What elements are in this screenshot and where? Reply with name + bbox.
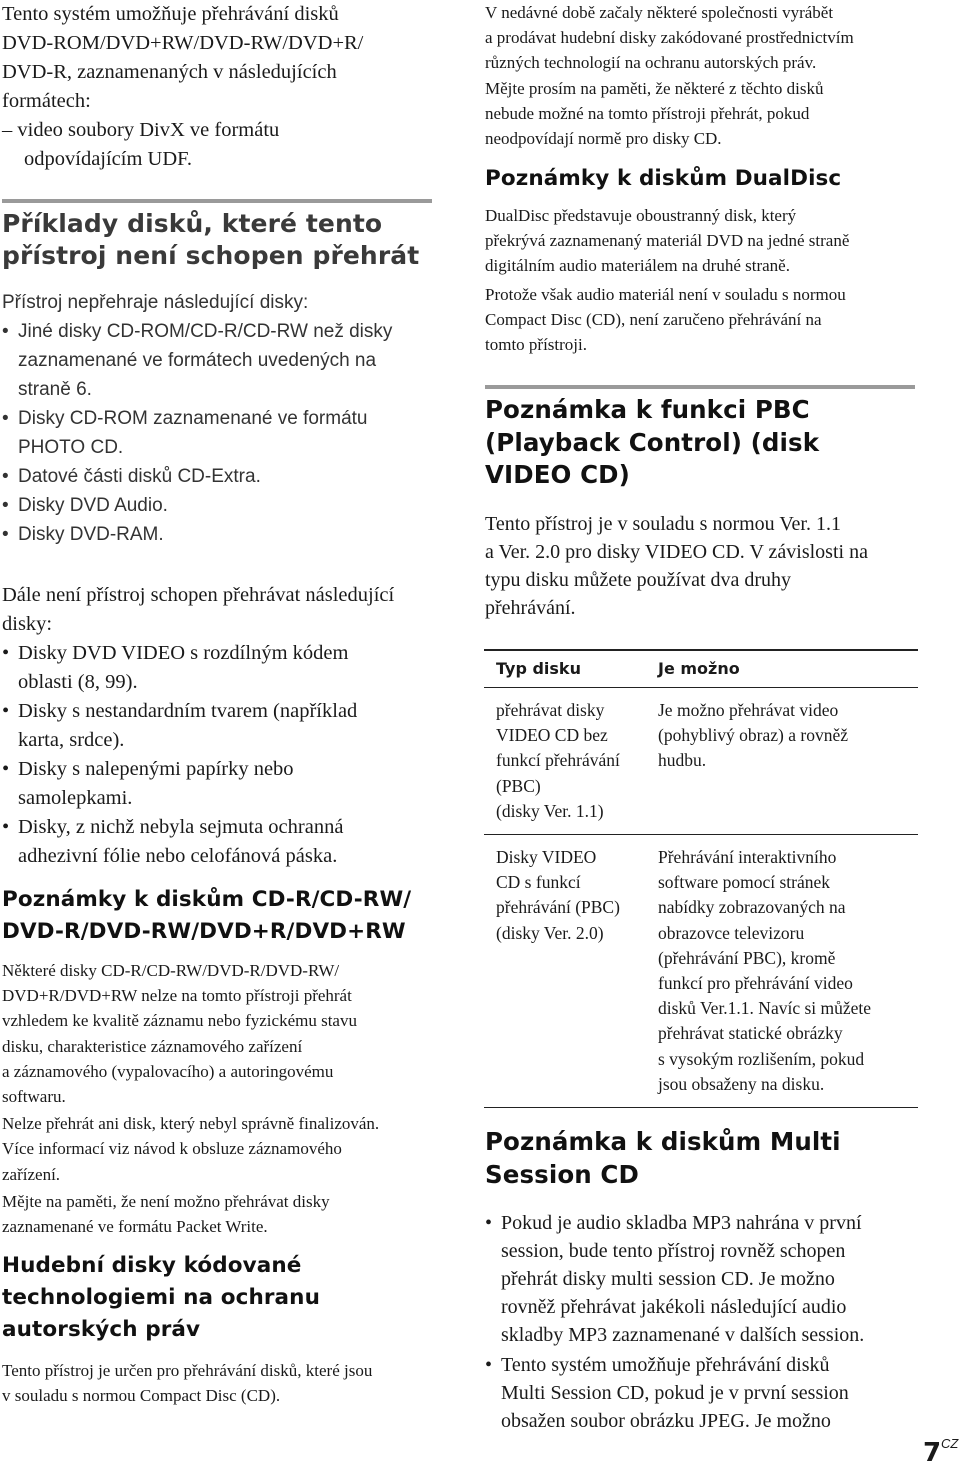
- list-item: • Disky CD-ROM zaznamenané ve formátu PHOTO CD.: [2, 404, 442, 462]
- intro-line: Tento systém umožňuje přehrávání disků: [2, 3, 339, 25]
- page-language-suffix: CZ: [941, 1436, 959, 1451]
- table-row: [484, 835, 918, 1108]
- section-dualdisc: [485, 163, 925, 357]
- list-item: • Jiné disky CD-ROM/CD-R/CD-RW než disky zaznamenané ve formátech uvedených na straně 6.: [2, 317, 442, 404]
- paragraph: Mějte na paměti, že není možno přehrávat disky zaznamenané ve formátu Packet Write.: [2, 1191, 330, 1237]
- section-unplayable-discs-2: [2, 581, 442, 871]
- table-header-row: [484, 650, 918, 688]
- section-heading: Poznámka k funkci PBC (Playback Control) (disk VIDEO CD): [485, 395, 820, 489]
- list-item: • Disky DVD Audio.: [2, 491, 442, 520]
- table-row: [484, 688, 918, 835]
- list-item: • Pokud je audio skladba MP3 nahrána v první session, bude tento přístroj rovněž schopen přehrát disky multi session CD. Je možno rovněž přehrávat jakékoli následující audio skladby MP3 zaznamenané v dalších session.: [485, 1209, 925, 1349]
- section-pbc: [485, 394, 925, 622]
- intro-line: DVD-R, zaznamenaných v následujících: [2, 61, 337, 83]
- section-heading: Poznámky k diskům DualDisc: [485, 166, 842, 191]
- unplayable-list-2: [2, 639, 442, 871]
- pbc-table-wrapper: [484, 649, 918, 1108]
- intro-list-item: odpovídajícím UDF.: [24, 148, 193, 170]
- paragraph: V nedávné době začaly některé společnosti vyrábět a prodávat hudební disky zakódované prostřednictvím různých technologií na ochranu autorských práv. Mějte prosím na paměti, že některé z těchto disků nebude možné na tomto přístroji přehrát, pokud neodpovídají normě pro disky CD.: [485, 3, 854, 149]
- paragraph: Nelze přehrát ani disk, který nebyl správně finalizován. Více informací viz návod k obsluze záznamového zařízení.: [2, 1114, 380, 1184]
- section-recordable-discs: [2, 884, 442, 1239]
- page-number: 7: [923, 1438, 942, 1468]
- intro-list-item: – video soubory DivX ve formátu: [2, 119, 280, 141]
- section-multisession: [485, 1126, 925, 1435]
- pbc-table: [484, 649, 918, 1108]
- section-divider: [485, 385, 915, 389]
- section-heading: Příklady disků, které tento přístroj není schopen přehrát: [2, 209, 420, 270]
- column-header: Je možno: [646, 650, 918, 688]
- section-unplayable-discs: [2, 208, 442, 549]
- section-heading: Hudební disky kódované technologiemi na ochranu autorských práv: [2, 1253, 320, 1342]
- section-heading: Poznámky k diskům CD-R/CD-RW/ DVD-R/DVD-RW/DVD+R/DVD+RW: [2, 887, 412, 944]
- intro-line: DVD-ROM/DVD+RW/DVD-RW/DVD+R/: [2, 32, 364, 54]
- column-header: Typ disku: [484, 650, 646, 688]
- multisession-list: [485, 1209, 925, 1435]
- section-lead: Přístroj nepřehraje následující disky:: [2, 292, 309, 313]
- list-item: • Disky DVD-RAM.: [2, 520, 442, 549]
- paragraph: Některé disky CD-R/CD-RW/DVD-R/DVD-RW/ DVD+R/DVD+RW nelze na tomto přístroji přehrát vzhledem ke kvalitě záznamu nebo fyzickému stavu disku, charakteristice záznamového zařízení a záznamového (vypalovacího) a autoringovému softwaru.: [2, 961, 357, 1107]
- paragraph: Protože však audio materiál není v souladu s normou Compact Disc (CD), není zaručeno přehrávání na tomto přístroji.: [485, 284, 846, 355]
- table-cell: přehrávat disky VIDEO CD bez funkcí přehrávání (PBC) (disky Ver. 1.1): [484, 688, 646, 835]
- paragraph: Tento přístroj je určen pro přehrávání disků, které jsou v souladu s normou Compact Disc (CD).: [2, 1361, 373, 1406]
- list-item: • Disky, z nichž nebyla sejmuta ochranná adhezivní fólie nebo celofánová páska.: [2, 813, 442, 871]
- list-item: • Disky DVD VIDEO s rozdílným kódem oblasti (8, 99).: [2, 639, 442, 697]
- paragraph: Tento přístroj je v souladu s normou Ver. 1.1 a Ver. 2.0 pro disky VIDEO CD. V závislosti na typu disku můžete používat dva druhy přehrávání.: [485, 512, 868, 619]
- intro-paragraph: [2, 0, 442, 174]
- unplayable-list: [2, 317, 442, 549]
- paragraph: DualDisc představuje oboustranný disk, který překrývá zaznamenaný materiál DVD na jedné straně digitálním audio materiálem na druhé straně.: [485, 206, 850, 276]
- section-lead: Dále není přístroj schopen přehrávat následující disky:: [2, 584, 395, 635]
- section-divider: [2, 199, 432, 203]
- table-cell: Je možno přehrávat video (pohyblivý obraz) a rovněž hudbu.: [646, 688, 918, 835]
- intro-line: formátech:: [2, 90, 91, 112]
- list-item: • Disky s nestandardním tvarem (například karta, srdce).: [2, 697, 442, 755]
- table-cell: Disky VIDEO CD s funkcí přehrávání (PBC) (disky Ver. 2.0): [484, 835, 646, 1108]
- section-heading: Poznámka k diskům Multi Session CD: [485, 1127, 841, 1189]
- list-item: • Datové části disků CD-Extra.: [2, 462, 442, 491]
- list-item: • Disky s nalepenými papírky nebo samolepkami.: [2, 755, 442, 813]
- section-copy-protected-discs: [2, 1250, 442, 1408]
- table-cell: Přehrávání interaktivního software pomocí stránek nabídky zobrazovaných na obrazovce televizoru (přehrávání PBC), kromě funkcí pro přehrávání video disků Ver.1.1. Navíc si můžete přehrávat statické obrázky s vysokým rozlišením, pokud jsou obsaženy na disku.: [646, 835, 918, 1108]
- list-item: • Tento systém umožňuje přehrávání disků Multi Session CD, pokud je v první session obsažen soubor obrázku JPEG. Je možno: [485, 1351, 925, 1435]
